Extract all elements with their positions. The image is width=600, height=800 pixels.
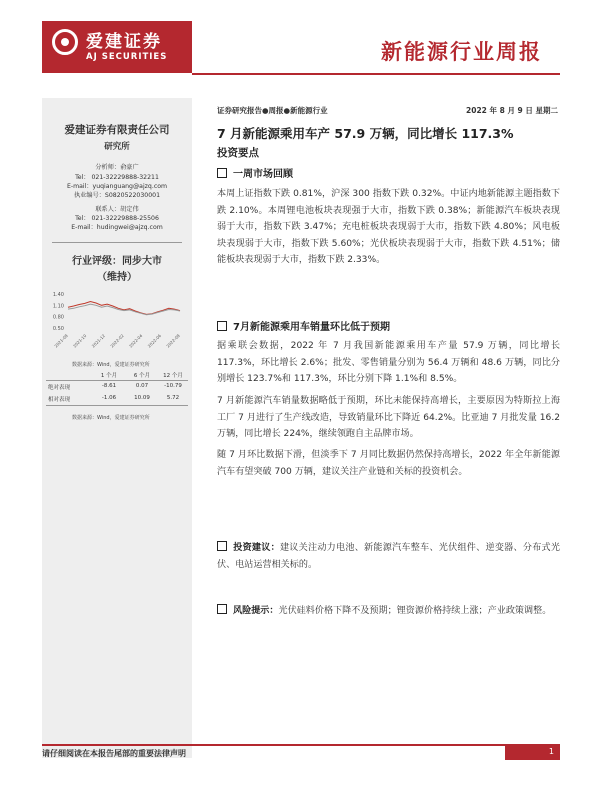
paragraph-nev-data: 据乘联会数据，2022 年 7 月我国新能源乘用车产量 57.9 万辆，同比增长 117.3%，环比增长 2.6%；批发、零售销量分别为 56.4 万辆和 48.6 万辆，同比分别增长 123.7%和 117.3%，环比分别下降 1.1%和 8.5%。 [217,341,560,384]
series-line-0 [68,302,180,315]
y-tick-label: 0.50 [52,326,64,333]
report-series-title: 新能源行业周报 [381,40,542,64]
analyst-cert: 执业编号：S0820522030001 [73,192,161,199]
x-tick-label: 2021-10 [72,333,88,349]
checkbox-bullet-icon [217,321,227,331]
x-tick-label: 2022-08 [165,333,181,349]
checkbox-bullet-icon [217,541,227,551]
checkbox-bullet-icon [217,168,227,178]
company-name: 爱建证券有限责任公司 [64,124,170,136]
x-tick-label: 2021-08 [53,333,69,349]
brand-logo [42,21,192,73]
paragraph-nev-analysis: 7 月新能源汽车销量数据略低于预期，环比未能保持高增长，主要原因为特斯拉上海工厂 7 月进行了生产线改造，导致销量环比下降近 64.2%。比亚迪 7 月批发量 16.2 万辆，同比增长 224%，继续领跑自主品牌市场。 [217,396,560,439]
y-tick-label: 1.10 [52,303,64,310]
footer-divider [42,744,560,746]
x-tick-label: 2022-02 [109,333,125,349]
perf-header-6m: 6 个月 [133,373,151,379]
logo-mark-icon [52,29,78,55]
perf-cell: -1.06 [101,395,117,401]
rating-status: （维持） [97,272,137,283]
header-divider [192,73,560,75]
sidebar-divider [52,242,182,243]
sidebar [42,98,192,758]
perf-row-label: 绝对表现 [48,385,71,391]
page-number: 1 [505,744,560,760]
perf-cell: -8.61 [101,383,117,389]
contact-email: E-mail：hudingwei@ajzq.com [71,224,163,231]
x-tick-label: 2021-12 [90,333,107,349]
contact-name: 联系人：胡定伟 [95,206,139,213]
report-date: 2022 年 8 月 9 日 星期二 [466,106,558,115]
investment-advice: 投资建议：建议关注动力电池、新能源汽车整车、光伏组件、逆变器、分布式光伏、电站运营相关标的。 [217,543,560,570]
y-tick-label: 1.40 [52,291,64,298]
contact-tel: Tel： 021-32229888-25506 [75,215,159,222]
analyst-email: E-mail：yuqianguang@ajzq.com [66,183,168,190]
subheading-market-review: 一周市场回顾 [217,165,293,180]
report-title: 7 月新能源乘用车产 57.9 万辆，同比增长 117.3% [217,126,514,141]
paragraph-outlook: 随 7 月环比数据下滑，但淡季下 7 月同比数据仍然保持高增长，2022 年全年新能源汽车有望突破 700 万辆，建议关注产业链和关标的投资机会。 [217,450,560,477]
checkbox-bullet-icon [217,604,227,614]
perf-cell: 5.72 [166,395,180,401]
y-tick-label: 0.80 [52,314,64,321]
analyst-tel: Tel： 021-32229888-32211 [75,174,159,181]
chart-source: 数据来源：Wind，爱建证券研究所 [72,362,150,368]
paragraph-market-review: 本周上证指数下跌 0.81%，沪深 300 指数下跌 0.32%。中证内地新能源主题指数下跌 2.10%。本周锂电池板块表现强于大市，指数下跌 0.38%；新能源汽车板块表现弱于大市，指数下跌 3.47%；充电桩板块表现弱于大市，指数下跌 4.80%；风电板块表现弱于大市，指数下跌 5.60%；光伏板块表现弱于大市，指数下跌 4.51%；储能板块表现弱于大市，指数下跌 2.33%。 [217,189,560,265]
perf-header-1m: 1 个月 [100,373,118,379]
perf-cell: -10.79 [164,383,182,389]
table-source: 数据来源：Wind，爱建证券研究所 [72,415,150,421]
index-performance-chart [42,284,192,362]
brand-name-en: AJ SECURITIES [86,52,168,62]
subheading-nev-sales: 7月新能源乘用车销量环比低于预期 [217,318,390,333]
industry-rating: 行业评级：同步大市 [72,256,162,267]
x-tick-label: 2022-04 [128,333,144,349]
perf-header-12m: 12 个月 [163,373,183,379]
risk-warning: 风险提示：光伏硅料价格下降不及预期；锂资源价格持续上涨；产业政策调整。 [217,603,560,620]
perf-row-label: 相对表现 [48,397,71,403]
section-heading: 投资要点 [217,147,259,159]
perf-cell: 0.07 [135,383,149,389]
perf-cell: 10.09 [134,395,150,401]
legal-notice: 请仔细阅读在本报告尾部的重要法律声明 [42,749,186,758]
brand-name-cn: 爱建证券 [86,32,162,52]
x-tick-label: 2022-06 [146,333,163,349]
report-meta: 证券研究报告●周报●新能源行业 [217,106,328,115]
department: 研究所 [104,142,130,152]
analyst-name: 分析师：俞豪广 [95,164,139,171]
performance-table [42,368,192,404]
